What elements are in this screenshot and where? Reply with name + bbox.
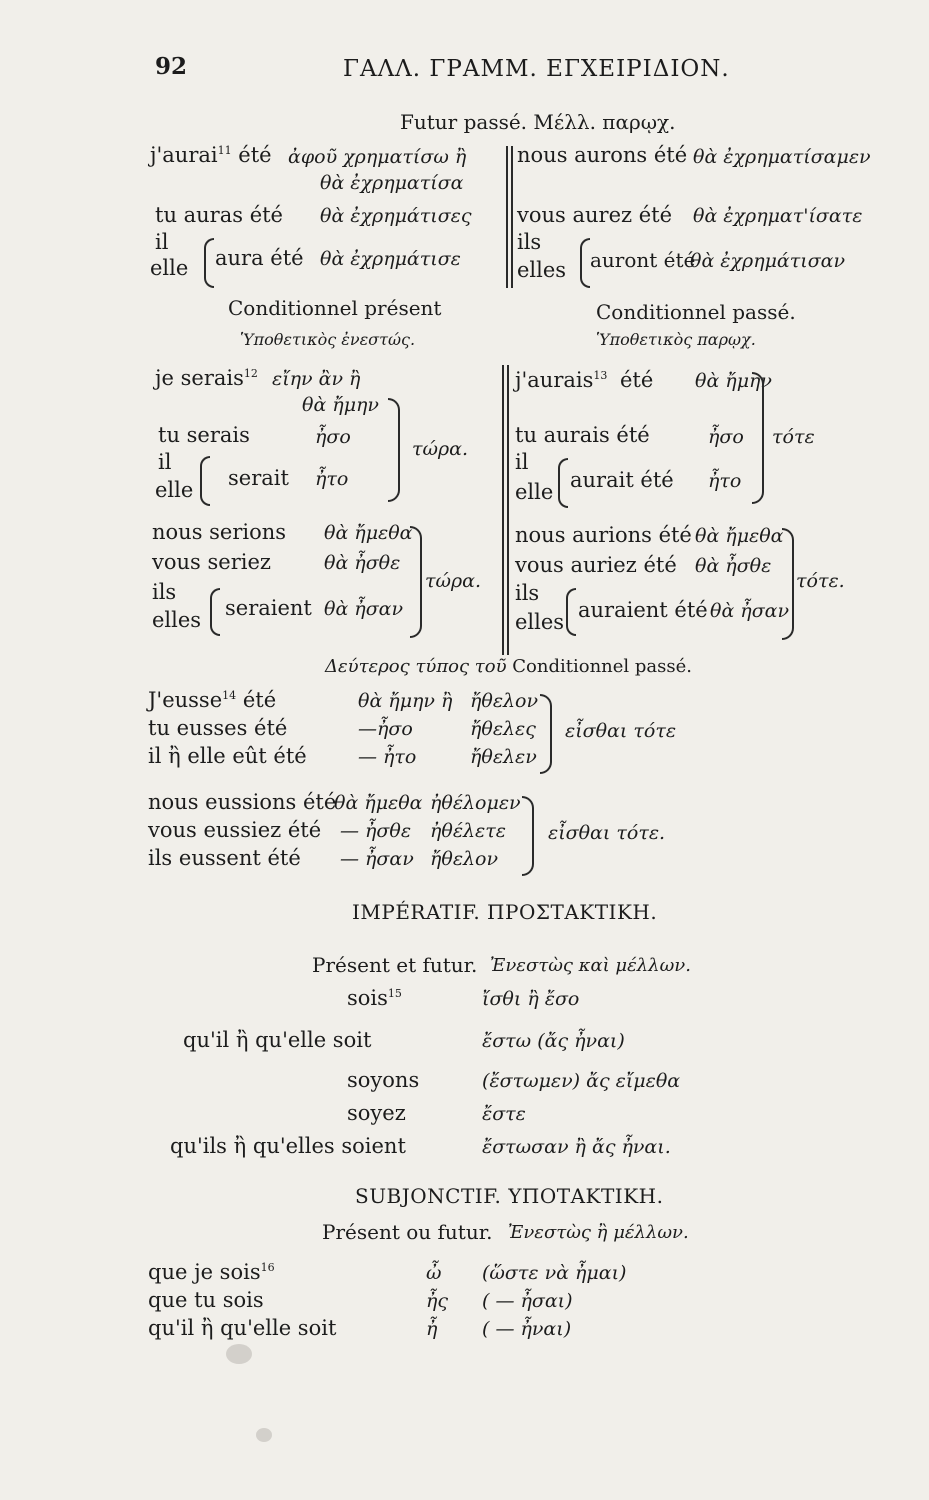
subjonctif-sub-gr: Ἐνεστὼς ἢ μέλλων. [508,1222,689,1243]
cpa-pl-3-fr: ils [515,581,540,605]
cp-row-1-gr: εἴην ἂν ἢ [272,368,361,390]
sf2-row-2-fr: vous eussiez été [148,818,322,842]
cp-row-5-gr: ἦτο [315,468,349,490]
imp-row-4-fr: soyez [347,1101,406,1125]
fp-right-4-fr2: auront été [590,248,696,272]
imp-row-3-fr: soyons [347,1068,420,1092]
sf-row-2-fr: tu eusses été [148,716,288,740]
page-number: 92 [155,53,188,80]
cp-pl-4-fr2: seraient [225,596,312,620]
sub-row-1-gr2: (ὥστε νὰ ἦμαι) [482,1262,627,1284]
cpa-row-1-gr: θὰ ἤμην [695,370,772,392]
fp-right-4-fr: elles [517,258,567,282]
cond-divider-1 [502,365,504,655]
imp-row-2-fr: qu'il ἢ qu'elle soit [183,1028,372,1052]
cpa-pl-2-fr: vous auriez été [515,553,677,577]
cpa-row-3-fr: il [515,450,529,474]
fp-right-2-gr: θὰ ἐχρηματ'ίσατε [693,205,863,227]
cpa-row-1-fr: j'aurais$^{13}$ [515,368,608,392]
cond-passe-subheading: Ὑποθετικὸς παρῳχ. [596,330,756,349]
cp-pl-right-brace [410,526,422,638]
sub-row-3-gr1: ἦ [426,1318,438,1340]
fp-row-4-fr: il [155,230,169,254]
sub-row-1-fr: que je sois$^{16}$ [148,1260,275,1284]
cp-row-5-fr: elle [155,478,194,502]
sf2-row-3-fr: ils eussent été [148,846,301,870]
cp-row-5-fr2: serait [228,466,289,490]
imperatif-sub-gr: Ἐνεστὼς καὶ μέλλων. [490,955,691,976]
fp-left-brace [204,238,214,288]
sf-row-3-gr1: — ἦτο [358,746,417,768]
sf2-row-2-gr1: — ἦσθε [340,820,412,842]
sf2-row-3-gr2: ἤθελον [430,848,499,870]
fp-right-brace [580,238,590,288]
fp-right-4-gr: θὰ ἐχρημάτισαν [690,250,846,272]
cp-pl-2-fr: vous seriez [152,550,271,574]
cpa-row-1-fr2: été [620,368,654,392]
cpa-pl-tail: τότε. [796,570,845,592]
sf-brace-1 [540,694,552,774]
sub-row-1-gr1: ὦ [426,1262,442,1284]
cpa-pl-left-brace [566,588,576,636]
sf2-row-2-gr2: ἠθέλετε [430,820,506,842]
cond-passe-heading: Conditionnel passé. [596,300,796,324]
cpa-row-4-fr: elle [515,480,554,504]
imp-row-5-fr: qu'ils ἢ qu'elles soient [170,1134,406,1158]
cp-pl-3-fr: ils [152,580,177,604]
imp-row-3-gr: (ἔστωμεν) ἄς εἴμεθα [482,1070,681,1092]
cp-pl-4-fr: elles [152,608,202,632]
fp-row-5-fr2: aura été [215,246,304,270]
sf-row-1-gr1: θὰ ἤμην ἢ [358,690,453,712]
cpa-row-4-fr2: aurait été [570,468,674,492]
sf-row-3-gr2: ἤθελεν [470,746,537,768]
fp-divider-1 [506,146,508,288]
sub-row-2-gr1: ἦς [426,1290,449,1312]
running-title: ΓΑΛΛ. ΓΡΑΜΜ. ΕΓΧΕΙΡΙΔΙΟΝ. [343,56,730,82]
sf2-row-1-gr1: θὰ ἤμεθα [334,792,423,814]
sf-row-2-gr1: —ἦσο [358,718,413,740]
sf-brace-2 [522,796,534,876]
cp-pl-tail: τώρα. [425,570,482,592]
sf-tail-1: εἶσθαι τότε [565,720,677,742]
fp-row-2-gr: θὰ ἐχρηματίσα [320,172,464,194]
fp-right-1-fr: nous aurons été [517,143,688,167]
imperatif-title: IMPÉRATIF. ΠΡΟΣΤΑΚΤΙΚΗ. [352,900,658,924]
subjonctif-title: SUBJONCTIF. ΥΠΟΤΑΚΤΙΚΗ. [355,1184,664,1208]
cpa-pl-1-gr: θὰ ἤμεθα [695,525,784,547]
imp-row-2-gr: ἔστω (ἄς ἦναι) [482,1030,625,1052]
imp-row-5-gr: ἔστωσαν ἢ ἄς ἦναι. [482,1136,671,1158]
sf-row-3-fr: il ἢ elle eût été [148,744,307,768]
cpa-right-brace [752,372,764,504]
fp-row-1-fr: j'aurai$^{11}$ été [150,143,272,167]
sub-row-3-fr: qu'il ἢ qu'elle soit [148,1316,337,1340]
sf-row-2-gr2: ἤθελες [470,718,536,740]
fp-right-1-gr: θὰ ἐχρηματίσαμεν [693,146,871,168]
sub-row-2-gr2: ( — ἦσαι) [482,1290,573,1312]
cpa-tail: τότε [772,426,815,448]
sf2-row-3-gr1: — ἦσαν [340,848,414,870]
cpa-pl-right-brace [782,528,794,640]
second-form-heading: Δεύτερος τύπος τοῦ Conditionnel passé. [325,656,693,677]
subjonctif-sub-fr: Présent ou futur. [322,1220,493,1244]
cp-row-4-fr: il [158,450,172,474]
sf-row-1-gr2: ἤθελον [470,690,539,712]
cond-divider-2 [507,365,509,655]
cpa-row-4-gr: ἦτο [708,470,742,492]
cpa-pl-4-fr: elles [515,610,565,634]
sf-row-1-fr: J'eusse$^{14}$ été [148,688,277,712]
fp-right-3-fr: ils [517,230,542,254]
fp-row-1-gr: ἀφοῦ χρηματίσω ἢ [288,146,467,168]
cpa-pl-2-gr: θὰ ἦσθε [695,555,772,577]
fp-row-3-gr: θὰ ἐχρημάτισες [320,205,472,227]
cp-row-3-gr: ἦσο [315,426,351,448]
cp-pl-1-fr: nous serions [152,520,287,544]
fp-row-5-fr: elle [150,256,189,280]
cp-row-2-gr: θὰ ἤμην [302,394,379,416]
imp-row-1-fr: sois$^{15}$ [347,986,402,1010]
cpa-pl-1-fr: nous aurions été [515,523,692,547]
cpa-left-brace [558,458,568,508]
fp-row-5-gr: θὰ ἐχρημάτισε [320,248,461,270]
cpa-pl-4-gr: θὰ ἦσαν [710,600,790,622]
cp-pl-1-gr: θὰ ἤμεθα [324,522,413,544]
sf2-row-1-fr: nous eussions été [148,790,337,814]
paper-stain [256,1428,272,1442]
cond-present-subheading: Ὑποθετικὸς ἐνεστώς. [240,330,416,349]
imp-row-1-gr: ἴσθι ἢ ἔσο [482,988,580,1010]
imp-row-4-gr: ἔστε [482,1103,526,1125]
sub-row-2-fr: que tu sois [148,1288,264,1312]
fp-right-2-fr: vous aurez été [517,203,673,227]
cp-pl-4-gr: θὰ ἦσαν [324,598,404,620]
cpa-pl-4-fr2: auraient été [578,598,708,622]
futur-passe-heading: Futur passé. Μέλλ. παρῳχ. [400,110,676,134]
cp-left-brace [200,456,210,506]
paper-stain [226,1344,252,1364]
cp-row-1-fr: je serais$^{12}$ [155,366,258,390]
cp-pl-left-brace [210,588,220,636]
sub-row-3-gr2: ( — ἦναι) [482,1318,572,1340]
cpa-row-2-fr: tu aurais été [515,423,650,447]
cp-pl-2-gr: θὰ ἦσθε [324,552,401,574]
fp-divider-2 [511,146,513,288]
imperatif-sub-fr: Présent et futur. [312,953,478,977]
cp-tail: τώρα. [412,438,469,460]
cpa-row-2-gr: ἦσο [708,426,744,448]
sf2-row-1-gr2: ἠθέλομεν [430,792,521,814]
cp-row-3-fr: tu serais [158,423,250,447]
fp-row-3-fr: tu auras été [155,203,283,227]
cond-present-heading: Conditionnel présent [228,296,442,320]
cp-right-brace [388,398,400,502]
sf-tail-2: εἶσθαι τότε. [548,822,666,844]
